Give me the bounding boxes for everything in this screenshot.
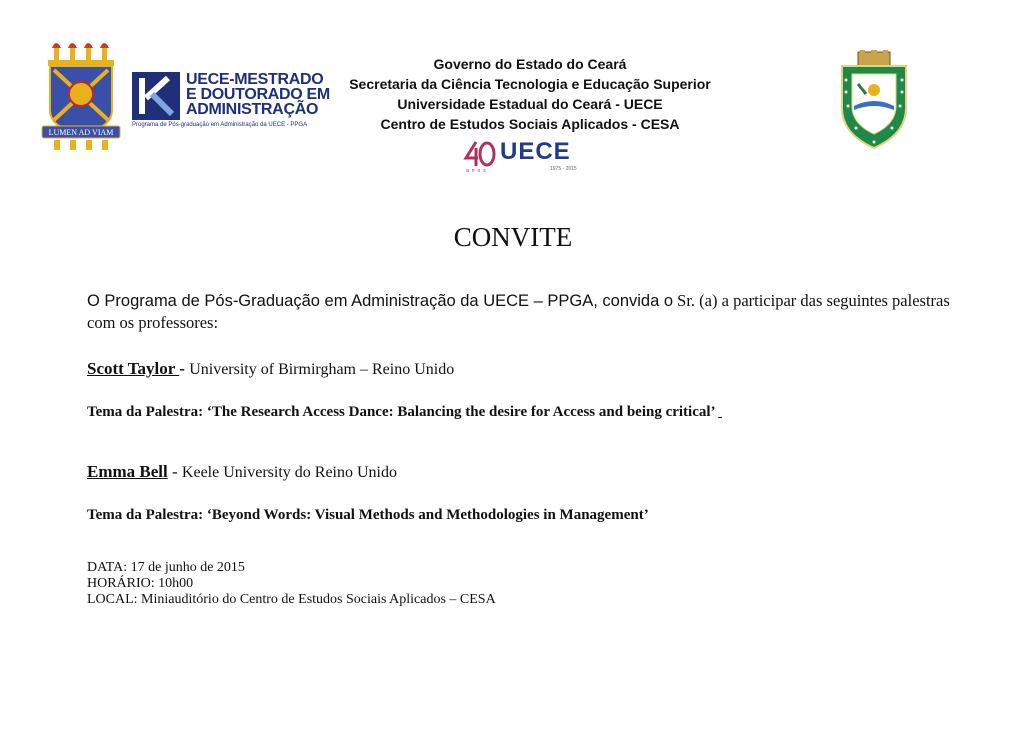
ppga-line-1: UECE-MESTRADO xyxy=(186,71,324,88)
tema-emma-bell xyxy=(87,507,649,524)
torch-icons xyxy=(52,43,109,60)
ppga-logo xyxy=(132,70,330,132)
event-date: DATA: 17 de junho de 2015 xyxy=(87,560,245,575)
speaker-affiliation: Keele University do Reino Unido xyxy=(181,464,397,481)
tema-title: ‘The Research Access Dance: Balancing the desire for Access and being critical’ xyxy=(206,404,719,420)
page-title: CONVITE xyxy=(453,222,573,252)
event-time: HORÁRIO: 10h00 xyxy=(87,576,194,591)
uece-40-anos-logo xyxy=(462,138,582,174)
ppga-caption: Programa de Pós-graduação em Administração da UECE - PPGA xyxy=(132,122,308,128)
header-line-governo: Governo do Estado do Ceará xyxy=(433,56,627,72)
speaker-affiliation: University of Birmirgham – Reino Unido xyxy=(189,361,455,378)
speaker-name: Scott Taylor xyxy=(87,359,180,378)
event-info xyxy=(87,560,496,608)
event-location: LOCAL: Miniauditório do Centro de Estudos Sociais Aplicados – CESA xyxy=(87,592,496,607)
header-line-universidade: Universidade Estadual do Ceará - UECE xyxy=(397,96,663,112)
uece-crest-logo xyxy=(40,40,122,152)
tema-title: ‘Beyond Words: Visual Methods and Methodologies in Management’ xyxy=(206,507,649,523)
ppga-mark-icon xyxy=(132,72,180,120)
ceara-coat-of-arms-logo xyxy=(836,50,912,150)
tema-label: Tema da Palestra: xyxy=(87,404,207,420)
intro-part-1: O Programa de Pós-Graduação em Administração da UECE – PPGA, convida o xyxy=(87,292,674,310)
uece-40-icon xyxy=(462,140,496,168)
header-line-secretaria: Secretaria da Ciência Tecnologia e Educação Superior xyxy=(349,76,711,92)
ppga-line-3: ADMINISTRAÇÃO xyxy=(186,101,319,118)
crest-base xyxy=(54,140,108,150)
intro-paragraph xyxy=(87,290,967,334)
speaker-name: Emma Bell xyxy=(87,462,168,481)
tema-scott-taylor xyxy=(87,404,722,421)
institution-header xyxy=(330,54,730,134)
speaker-separator: - xyxy=(167,462,182,481)
speaker-emma-bell xyxy=(87,462,397,482)
uece-wordmark: UECE xyxy=(500,138,571,165)
ppga-line-2: E DOUTORADO EM xyxy=(186,86,330,103)
uece-anos-label: anos xyxy=(466,168,489,174)
speaker-separator: - xyxy=(179,359,190,378)
crest-motto: LUMEN AD VIAM xyxy=(48,128,114,137)
uece-years-label: 1975 - 2015 xyxy=(550,166,577,172)
tema-trailing-underline xyxy=(718,404,722,420)
header-line-centro: Centro de Estudos Sociais Aplicados - CESA xyxy=(380,116,680,132)
speaker-scott-taylor xyxy=(87,359,454,379)
intro-part-2: Sr. (a) a participar das seguintes palestras com os professores: xyxy=(87,291,950,332)
tema-label: Tema da Palestra: xyxy=(87,507,207,523)
